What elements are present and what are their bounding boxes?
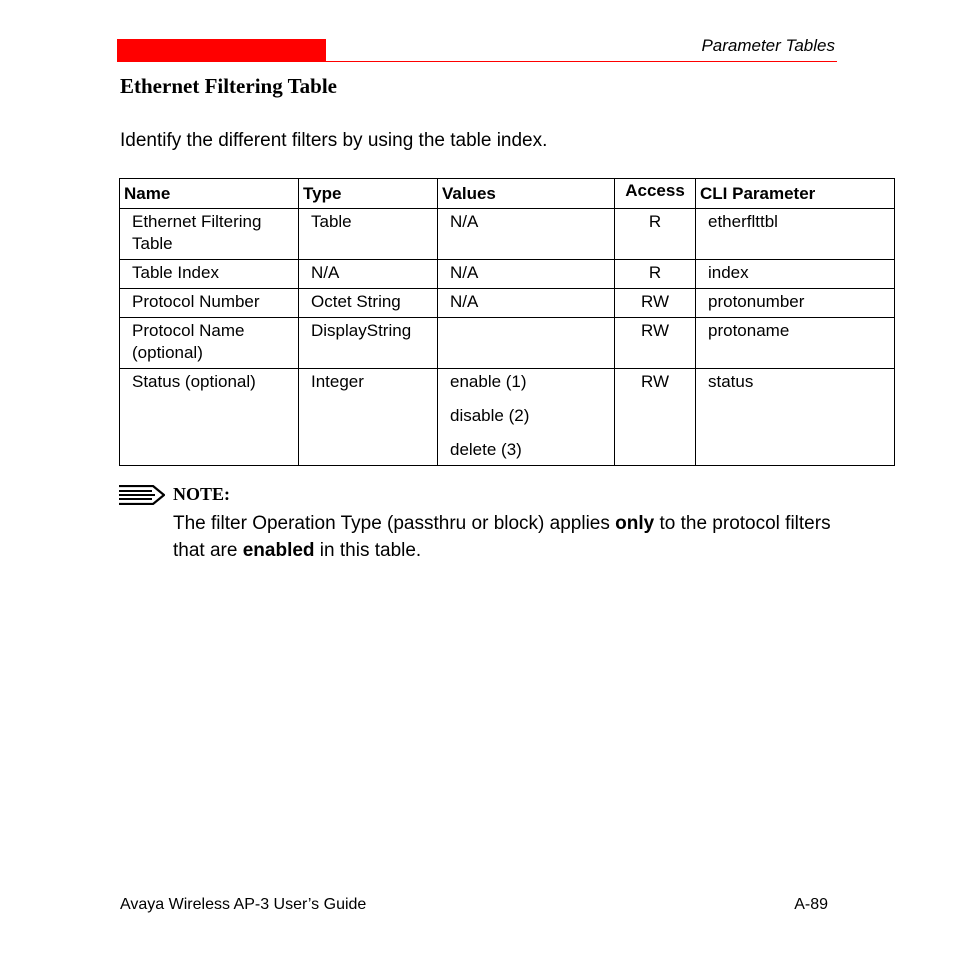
value-item: disable (2) [450, 406, 530, 425]
column-header-cli: CLI Parameter [696, 179, 895, 209]
table-body [120, 209, 895, 466]
table-row [120, 289, 895, 318]
cell-access: RW [615, 289, 696, 318]
note-label: NOTE: [173, 484, 231, 504]
section-title: Ethernet Filtering Table [120, 74, 337, 98]
cell-type: Octet String [299, 289, 438, 318]
note-body [173, 510, 833, 564]
cell-cli: protonumber [696, 289, 895, 318]
cell-name: Protocol Name (optional) [120, 318, 299, 369]
note-arrow-icon [119, 485, 165, 505]
note-text-3: in this table. [314, 540, 422, 561]
footer-page-number: A-89 [794, 896, 828, 913]
cell-type: N/A [299, 260, 438, 289]
column-header-access: Access [615, 179, 696, 209]
note-text-2: to the protocol filters that are [173, 513, 831, 561]
running-head: Parameter Tables [701, 36, 835, 55]
cell-name: Ethernet Filtering Table [120, 209, 299, 260]
parameter-table [119, 178, 895, 466]
value-item: N/A [450, 212, 479, 231]
cell-access: R [615, 209, 696, 260]
cell-access: RW [615, 318, 696, 369]
column-header-name: Name [120, 179, 299, 209]
cell-name: Protocol Number [120, 289, 299, 318]
cell-values [438, 369, 615, 466]
footer-book-title: Avaya Wireless AP-3 User’s Guide [120, 896, 367, 913]
cell-name: Table Index [120, 260, 299, 289]
value-item: N/A [450, 292, 479, 311]
table-row [120, 209, 895, 260]
table-row [120, 369, 895, 466]
table-row [120, 318, 895, 369]
cell-access: R [615, 260, 696, 289]
cell-values [438, 209, 615, 260]
value-item: N/A [450, 263, 479, 282]
cell-values [438, 260, 615, 289]
header-rule [117, 61, 837, 62]
cell-cli: etherflttbl [696, 209, 895, 260]
intro-paragraph: Identify the different filters by using the table index. [120, 130, 548, 151]
table-row [120, 260, 895, 289]
cell-type: Integer [299, 369, 438, 466]
cell-cli: index [696, 260, 895, 289]
cell-type: DisplayString [299, 318, 438, 369]
value-item: enable (1) [450, 372, 527, 391]
header-accent-bar [117, 39, 326, 61]
value-item: delete (3) [450, 440, 522, 459]
cell-cli: protoname [696, 318, 895, 369]
note-text-1: The filter Operation Type (passthru or block) applies [173, 513, 616, 534]
cell-access: RW [615, 369, 696, 466]
cell-values [438, 318, 615, 369]
cell-name: Status (optional) [120, 369, 299, 466]
cell-type: Table [299, 209, 438, 260]
cell-cli: status [696, 369, 895, 466]
note-bold-only: only [615, 513, 655, 534]
column-header-values: Values [438, 179, 615, 209]
column-header-type: Type [299, 179, 438, 209]
note-bold-enabled: enabled [242, 540, 315, 561]
table-header-row [120, 179, 895, 209]
cell-values [438, 289, 615, 318]
